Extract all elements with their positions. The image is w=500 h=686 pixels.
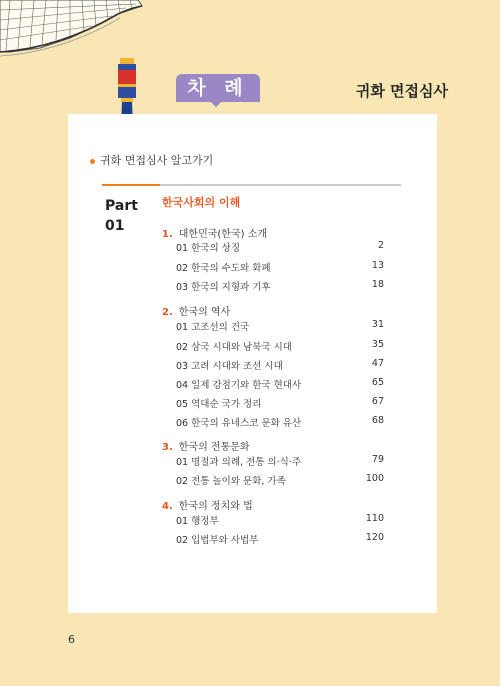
toc-entry-page: 100 xyxy=(365,473,384,484)
toc-tab: 차 례 xyxy=(176,74,260,102)
toc-entry-page: 79 xyxy=(371,454,384,465)
toc-entry-page: 67 xyxy=(371,396,384,407)
chapter-number: 2. xyxy=(162,307,173,318)
chapter-heading[interactable] xyxy=(162,438,250,453)
toc-entry[interactable] xyxy=(176,532,384,546)
part-label xyxy=(105,196,138,236)
toc-entry[interactable] xyxy=(176,339,384,353)
toc-entry[interactable] xyxy=(176,396,384,410)
chapter-number: 3. xyxy=(162,442,173,453)
toc-entry-page: 35 xyxy=(371,339,384,350)
toc-entry-page: 13 xyxy=(371,260,384,271)
toc-entry-label: 05 역대순 국가 정리 xyxy=(176,399,262,410)
toc-entry[interactable] xyxy=(176,240,384,254)
chapter-heading[interactable] xyxy=(162,225,267,240)
toc-entry[interactable] xyxy=(176,279,384,293)
chapter-number: 4. xyxy=(162,501,173,512)
toc-entry-label: 01 고조선의 건국 xyxy=(176,322,250,333)
part-title: 한국사회의 이해 xyxy=(162,196,241,209)
toc-entry-page: 31 xyxy=(371,319,384,330)
roof-tile-illustration xyxy=(0,0,150,62)
toc-entry-label: 03 한국의 지형과 기후 xyxy=(176,282,271,293)
section-heading-text: 귀화 면접심사 알고가기 xyxy=(100,154,214,167)
toc-entry-page: 47 xyxy=(371,358,384,369)
chapter-title: 한국의 정치와 법 xyxy=(178,501,253,512)
toc-entry[interactable] xyxy=(176,358,384,372)
section-heading xyxy=(90,152,213,168)
toc-entry-page: 65 xyxy=(371,377,384,388)
toc-entry-label: 02 전통 놀이와 문화, 가족 xyxy=(176,476,286,487)
toc-entry-label: 01 명절과 의례, 전통 의·식·주 xyxy=(176,457,301,468)
toc-entry[interactable] xyxy=(176,415,384,429)
tab-pointer xyxy=(210,101,222,107)
page-number: 6 xyxy=(68,633,75,646)
toc-entry-label: 02 입법부와 사법부 xyxy=(176,535,259,546)
toc-entry-label: 01 한국의 상징 xyxy=(176,243,241,254)
chapter-title: 한국의 역사 xyxy=(178,307,231,318)
toc-entry-page: 18 xyxy=(371,279,384,290)
toc-entry[interactable] xyxy=(176,513,384,527)
toc-entry-page: 2 xyxy=(377,240,384,251)
toc-entry-label: 04 일제 강점기와 한국 현대사 xyxy=(176,380,302,391)
toc-panel xyxy=(68,114,437,613)
toc-entry[interactable] xyxy=(176,260,384,274)
chapter-number: 1. xyxy=(162,229,173,240)
part-label-number: 01 xyxy=(105,218,125,234)
chapter-heading[interactable] xyxy=(162,497,253,512)
divider-accent xyxy=(102,184,160,186)
toc-entry[interactable] xyxy=(176,319,384,333)
toc-entry-label: 02 삼국 시대와 남북국 시대 xyxy=(176,342,292,353)
chapter-title: 대한민국(한국) 소개 xyxy=(178,229,268,240)
book-title: 귀화 면접심사 xyxy=(355,82,448,100)
chapter-title: 한국의 전통문화 xyxy=(178,442,250,453)
toc-entry-label: 01 행정부 xyxy=(176,516,219,527)
toc-entry-label: 03 고려 시대와 조선 시대 xyxy=(176,361,283,372)
toc-entry-page: 120 xyxy=(365,532,384,543)
toc-entry[interactable] xyxy=(176,454,384,468)
part-label-word: Part xyxy=(105,198,138,214)
toc-entry[interactable] xyxy=(176,473,384,487)
toc-entry[interactable] xyxy=(176,377,384,391)
toc-entry-label: 02 한국의 수도와 화폐 xyxy=(176,263,271,274)
toc-entry-page: 110 xyxy=(365,513,384,524)
chapter-heading[interactable] xyxy=(162,303,230,318)
toc-entry-page: 68 xyxy=(371,415,384,426)
bullet-dot-icon xyxy=(90,159,95,164)
toc-entry-label: 06 한국의 유네스코 문화 유산 xyxy=(176,418,302,429)
